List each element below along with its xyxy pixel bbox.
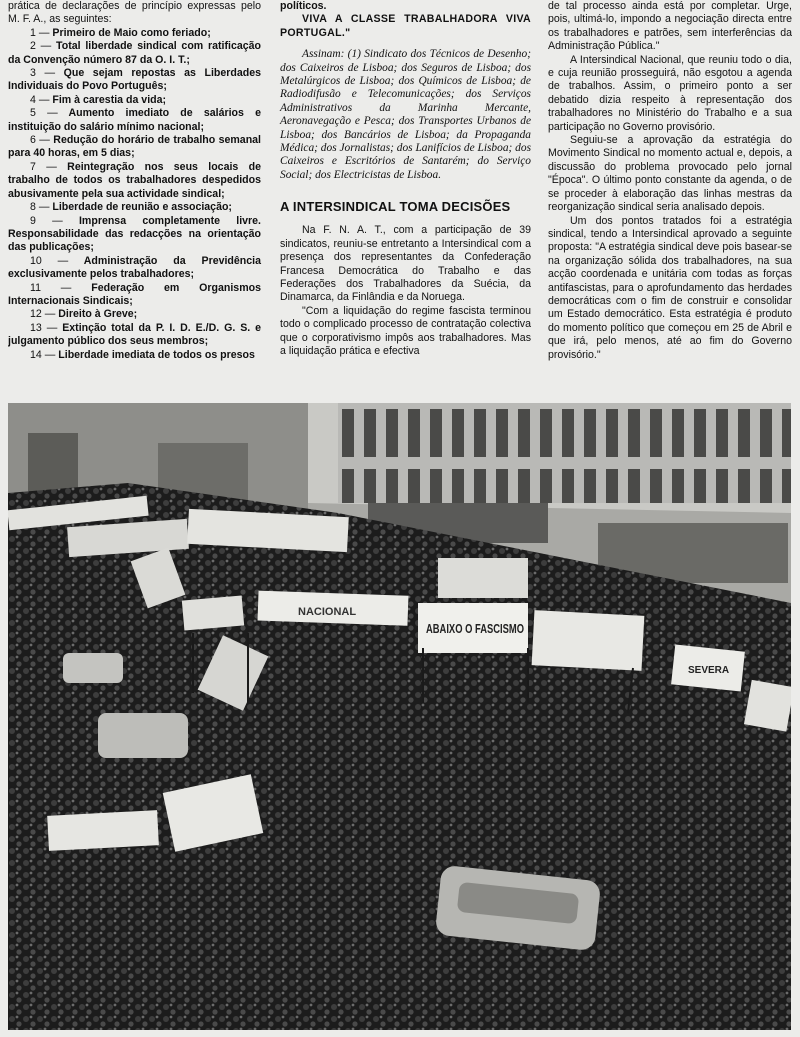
demand-text: Liberdade de reunião e associação;: [52, 201, 232, 214]
body-paragraph-1: Na F. N. A. T., com a participação de 39 sindicatos, reuniu-se entretanto a Intersindical com a presença dos representantes da Confederação Francesa Democrática do Trabalho e das Federações dos Trabalhadores da Suécia, da Dinamarca, da Finlândia e da Noruega.: [280, 224, 531, 304]
body-paragraph-6: Um dos pontos tratados foi a estratégia sindical, tendo a Intersindical aprovado a seguinte proposta: "A estratégia sindical deve pois basear-se na organização sólida dos trabalhadores, na sua acção coordenada e unitária com todas as forças antifascistas, para o aprofundamento das herdades democráticas com o fim de construir e consolidar um Estado democrático. Esta estratégia é produto do momento político que começou em 25 de Abril e que irá, pelo menos, até ao fim do Governo provisório.": [548, 214, 792, 361]
demand-text: Redução do horário de trabalho semanal para 40 horas, em 5 dias;: [8, 134, 261, 160]
demand-text: Liberdade imediata de todos os presos: [58, 348, 255, 361]
demand-item: [8, 308, 261, 321]
column-1: [8, 0, 261, 362]
slogan: VIVA A CLASSE TRABALHADORA VIVA PORTUGAL.": [280, 13, 531, 39]
demand-number: 4 —: [30, 93, 50, 106]
demand-number: 2 —: [30, 40, 52, 53]
demand-text: Aumento imediato de salários e instituição do salário mínimo nacional;: [8, 107, 261, 133]
body-paragraph-3: de tal processo ainda está por completar. Urge, pois, ultimá-lo, impondo a negociação directa entre os trabalhadores e patrões, sem interferências da Administração Pública.": [548, 0, 792, 53]
continuation-text: políticos.: [280, 0, 327, 12]
banner-text-nacional: NACIONAL: [298, 606, 357, 618]
body-paragraph-2: "Com a liquidação do regime fascista terminou todo o complicado processo de contratação colectiva que o corporativismo impôs aos trabalhadores. Mas a liquidação prática e efectiva: [280, 304, 531, 357]
signatories-list: Assinam: (1) Sindicato dos Técnicos de Desenho; dos Caixeiros de Lisboa; dos Seguros de Lisboa; dos Metalúrgicos de Lisboa; dos Químicos de Lisboa; de Radiodifusão e Telecomunicações; dos Serviços Administrativos da Marinha Mercante, Aeronavegação e Pesca; dos Transportes Urbanos de Lisboa; dos Bancários de Lisboa; da Propaganda Médica; dos Jornalistas; dos Lanifícios de Lisboa; dos Caixeiros e Escritórios de Santarém; do Serviço Social; dos Electricistas de Lisboa.: [280, 48, 531, 181]
demand-text: Fim à carestia da vida;: [52, 93, 167, 106]
demand-item: [8, 161, 261, 201]
demand-number: 14 —: [30, 348, 56, 361]
demand-number: 6 —: [30, 134, 50, 147]
demands-list: [8, 27, 261, 362]
demand-item: [8, 40, 261, 67]
demand-item: [8, 94, 261, 107]
body-paragraph-5: Seguiu-se a aprovação da estratégia do Movimento Sindical no momento actual e, depois, a discussão do problema provocado pelo jornal "Época". O último ponto constante da agenda, o de se proceder à elaboração das linhas mestras da reorganização sindical seria analisado depois.: [548, 134, 792, 214]
demand-text: Total liberdade sindical com ratificação da Convenção número 87 da O. I. T.;: [8, 40, 261, 66]
demand-text: Direito à Greve;: [58, 308, 138, 321]
demand-text: Extinção total da P. I. D. E./D. G. S. e julgamento público dos seus membros;: [8, 321, 262, 348]
demand-number: 7 —: [30, 160, 57, 173]
demand-item: [8, 67, 261, 94]
article-text: [8, 0, 792, 392]
banner-text-abaixo: ABAIXO O FASCISMO: [426, 621, 524, 636]
demand-number: 13 —: [30, 321, 58, 334]
column-2: [280, 0, 531, 358]
body-paragraph-4: A Intersindical Nacional, que reuniu todo o dia, e cuja reunião prosseguirá, não esgotou a agenda de trabalhos. Assim, o primeiro ponto a ser debatido dizia respeito à representação dos trabalhadores no Ministério do Trabalho e a sua participação no Governo provisório.: [548, 53, 792, 133]
demand-item: [8, 255, 261, 282]
demand-number: 9 —: [30, 214, 63, 227]
demand-number: 3 —: [30, 67, 56, 80]
demand-text: Primeiro de Maio como feriado;: [52, 26, 211, 39]
demand-text: Federação em Organismos Internacionais Sindicais;: [8, 281, 261, 307]
demand-number: 11 —: [30, 281, 72, 294]
demand-number: 10 —: [30, 254, 69, 267]
demand-item: [8, 322, 261, 349]
column-3: [548, 0, 792, 362]
demand-item: [8, 27, 261, 40]
demand-number: 1 —: [30, 26, 50, 39]
demand-text: Administração da Previdência exclusivamente pelos trabalhadores;: [8, 254, 261, 281]
banner-text-severa: SEVERA: [688, 665, 730, 676]
demand-item: [8, 134, 261, 161]
demand-number: 12 —: [30, 308, 56, 321]
demand-item: [8, 215, 261, 255]
demand-text: Reintegração nos seus locais de trabalho de todos os trabalhadores despedidos abusivamente pela sua actividade sindical;: [8, 160, 261, 200]
demand-text: Imprensa completamente livre. Responsabilidade das redacções na orientação das publicações;: [8, 214, 262, 254]
section-heading: A INTERSINDICAL TOMA DECISÕES: [280, 199, 511, 215]
demand-item: [8, 349, 261, 362]
demand-item: [8, 107, 261, 134]
demand-number: 8 —: [30, 201, 50, 214]
crowd-illustration: [8, 403, 791, 1030]
demand-number: 5 —: [30, 107, 58, 120]
demand-item: [8, 201, 261, 214]
demand-text: Que sejam repostas as Liberdades Individuais do Povo Português;: [8, 67, 262, 93]
intro-paragraph: prática de declarações de princípio expressas pelo M. F. A., as seguintes:: [8, 0, 261, 26]
demonstration-photo: [8, 403, 791, 1030]
demand-item: [8, 282, 261, 309]
